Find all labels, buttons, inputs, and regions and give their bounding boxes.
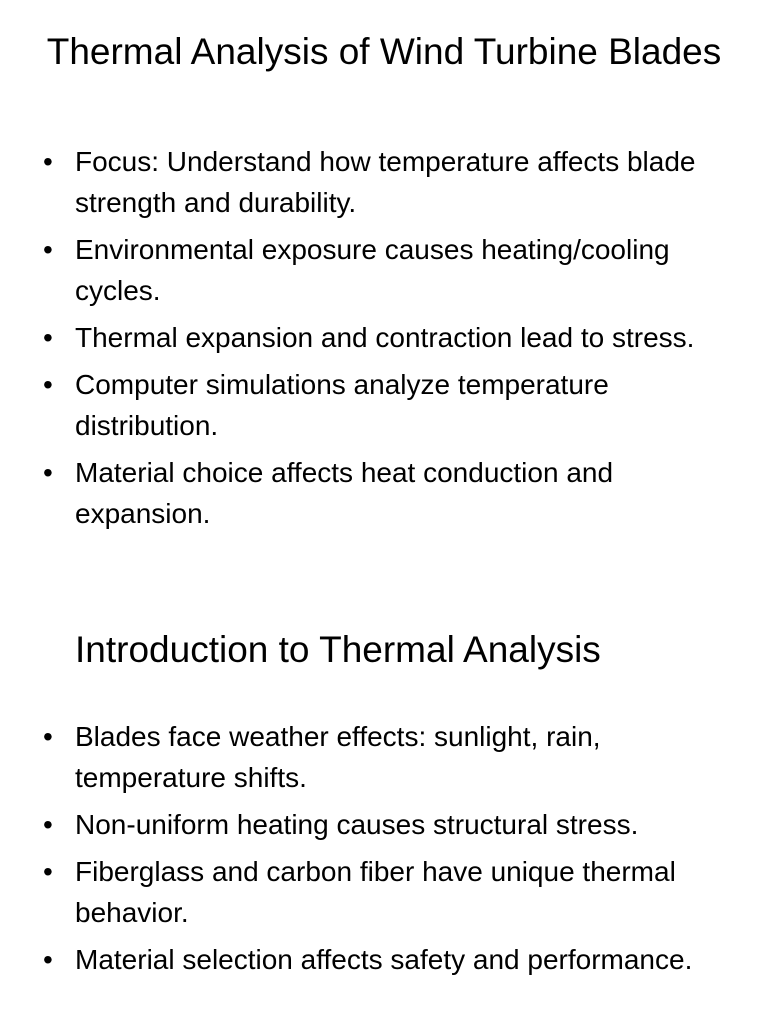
list-item (40, 364, 730, 446)
bullet-text: Material choice affects heat conduction and expansion. (75, 457, 614, 529)
bullet-text: Fiberglass and carbon fiber have unique thermal behavior. (75, 856, 676, 928)
bullet-icon: • (43, 457, 53, 488)
list-item (40, 939, 730, 980)
bullet-list-thermal-analysis (40, 141, 730, 540)
bullet-icon: • (43, 234, 53, 265)
list-item (40, 229, 730, 311)
list-item (40, 804, 730, 845)
list-item (40, 317, 730, 358)
bullet-text: Computer simulations analyze temperature distribution. (75, 369, 609, 441)
bullet-icon: • (43, 322, 53, 353)
list-item (40, 452, 730, 534)
list-item (40, 716, 730, 798)
page-title: Thermal Analysis of Wind Turbine Blades (46, 31, 722, 72)
bullet-text: Focus: Understand how temperature affects blade strength and durability. (75, 146, 696, 218)
list-item (40, 141, 730, 223)
bullet-icon: • (43, 721, 53, 752)
bullet-text: Non-uniform heating causes structural stress. (75, 809, 639, 840)
bullet-text: Environmental exposure causes heating/cooling cycles. (75, 234, 670, 306)
section-heading: Introduction to Thermal Analysis (75, 629, 601, 670)
bullet-icon: • (43, 809, 53, 840)
list-item (40, 851, 730, 933)
bullet-text: Thermal expansion and contraction lead to stress. (75, 322, 695, 353)
bullet-list-introduction (40, 716, 730, 986)
bullet-icon: • (43, 369, 53, 400)
bullet-text: Blades face weather effects: sunlight, rain, temperature shifts. (75, 721, 601, 793)
bullet-icon: • (43, 944, 53, 975)
bullet-icon: • (43, 146, 53, 177)
bullet-icon: • (43, 856, 53, 887)
bullet-text: Material selection affects safety and performance. (75, 944, 693, 975)
